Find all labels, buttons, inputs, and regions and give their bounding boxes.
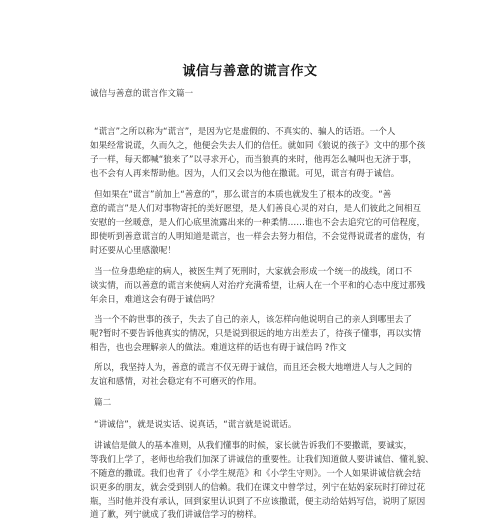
para5-line-1: 所以，我坚持人为，善意的谎言不仅无碍于诚信，而且还会极大地增进人与人之间的: [94, 363, 412, 373]
para4-line-2: 呢?暂时不要告诉他真实的情况，只是说到很远的地方出差去了，待孩子懂事，再以实情: [90, 329, 422, 339]
para7-line-1: 讲诚信是做人的基本准则，从我们懂事的时候，家长就告诉我们不要撒谎，要诚实，: [94, 441, 412, 451]
para1-line-4: 也不会有人再来帮助他。因为，人们又会以为他在撒谎。可见，谎言有碍于诚信。: [90, 169, 400, 179]
para5-line-2: 友谊和感情，对社会稳定有不可磨灭的作用。: [90, 377, 262, 387]
para7-line-6: 道了歉，列宁就成了我们讲诚信学习的榜样。: [90, 510, 262, 520]
para7-line-3: 不随意的撒谎。我们也背了《小学生规范》和《小学生守则》。一个人如果讲诚信就会结: [90, 469, 421, 479]
para2-line-2: 意的谎言”是人们对事物寄托的美好愿望，是人们善良心灵的对白，是人们彼此之间相互: [90, 204, 422, 214]
para1-line-1: “谎言”之所以称为“谎言”，是因为它是虚假的、不真实的、骗人的话语。一个人: [94, 127, 396, 137]
para6-line-1: “讲诚信”，就是说实话、说真话，“谎言就是说谎话。: [94, 420, 297, 430]
para2-line-3: 安慰的一丝暖意，是人们心底里流露出来的一种柔情……谁也不会去追究它的可信程度，: [90, 218, 426, 228]
subtitle: 诚信与善意的谎言作文篇一: [90, 89, 194, 99]
document-title: 诚信与善意的谎言作文: [182, 64, 318, 79]
para4-line-3: 相告，也也会理解亲人的做法。难道这样的话也有碍于诚信吗 ?作文: [90, 343, 347, 353]
para2-line-1: 但如果在“谎言”前加上“善意的”，那么谎言的本质也就发生了根本的改变。“善: [94, 190, 392, 200]
para7-line-5: 瓶，当时他并没有承认，回到家里认识到了不应该撒谎，便主动给姑妈写信，说明了原因: [90, 497, 426, 507]
para1-line-3: 子一样，每天都喊“狼来了”以寻求开心，而当狼真的来时，他再怎么喊叫也无济于事，: [90, 155, 417, 165]
para3-line-1: 当一位身患绝症的病人，被医生判了死刑时，大家就会形成一个统一的战线，闭口不: [94, 267, 412, 277]
para3-line-3: 年余日，难道这会有碍于诚信吗？: [90, 295, 219, 305]
para4-line-1: 当一个不韵世事的孩子，失去了自己的亲人，该怎样向他说明自己的亲人到哪里去了: [94, 315, 412, 325]
para7-line-4: 识更多的朋友，就会受到别人的信赖。我们在课文中曾学过，列宁在姑妈家玩时打碎过花: [90, 483, 426, 493]
para2-line-4: 即使听到善意谎言的人明知道是谎言，也一样会去努力相信，不会觉得说谎者的虚伪，有: [90, 232, 426, 242]
section-heading-2: 篇二: [94, 398, 112, 408]
para2-line-5: 时还要从心里感激呢！: [90, 246, 176, 256]
para7-line-2: 等我们上学了，老师也给我们加深了讲诚信的重要性。让我们知道做人要讲诚信、懂礼貌、: [90, 455, 434, 465]
para3-line-2: 谈实情，而以善意的谎言来使病人对治疗充满希望，让病人在一个平和的心态中度过那残: [90, 281, 426, 291]
para1-line-2: 如果经常说谎，久而久之，他便会失去人们的信任。就如同《狼说的孩子》文中的那个孩: [90, 141, 426, 151]
